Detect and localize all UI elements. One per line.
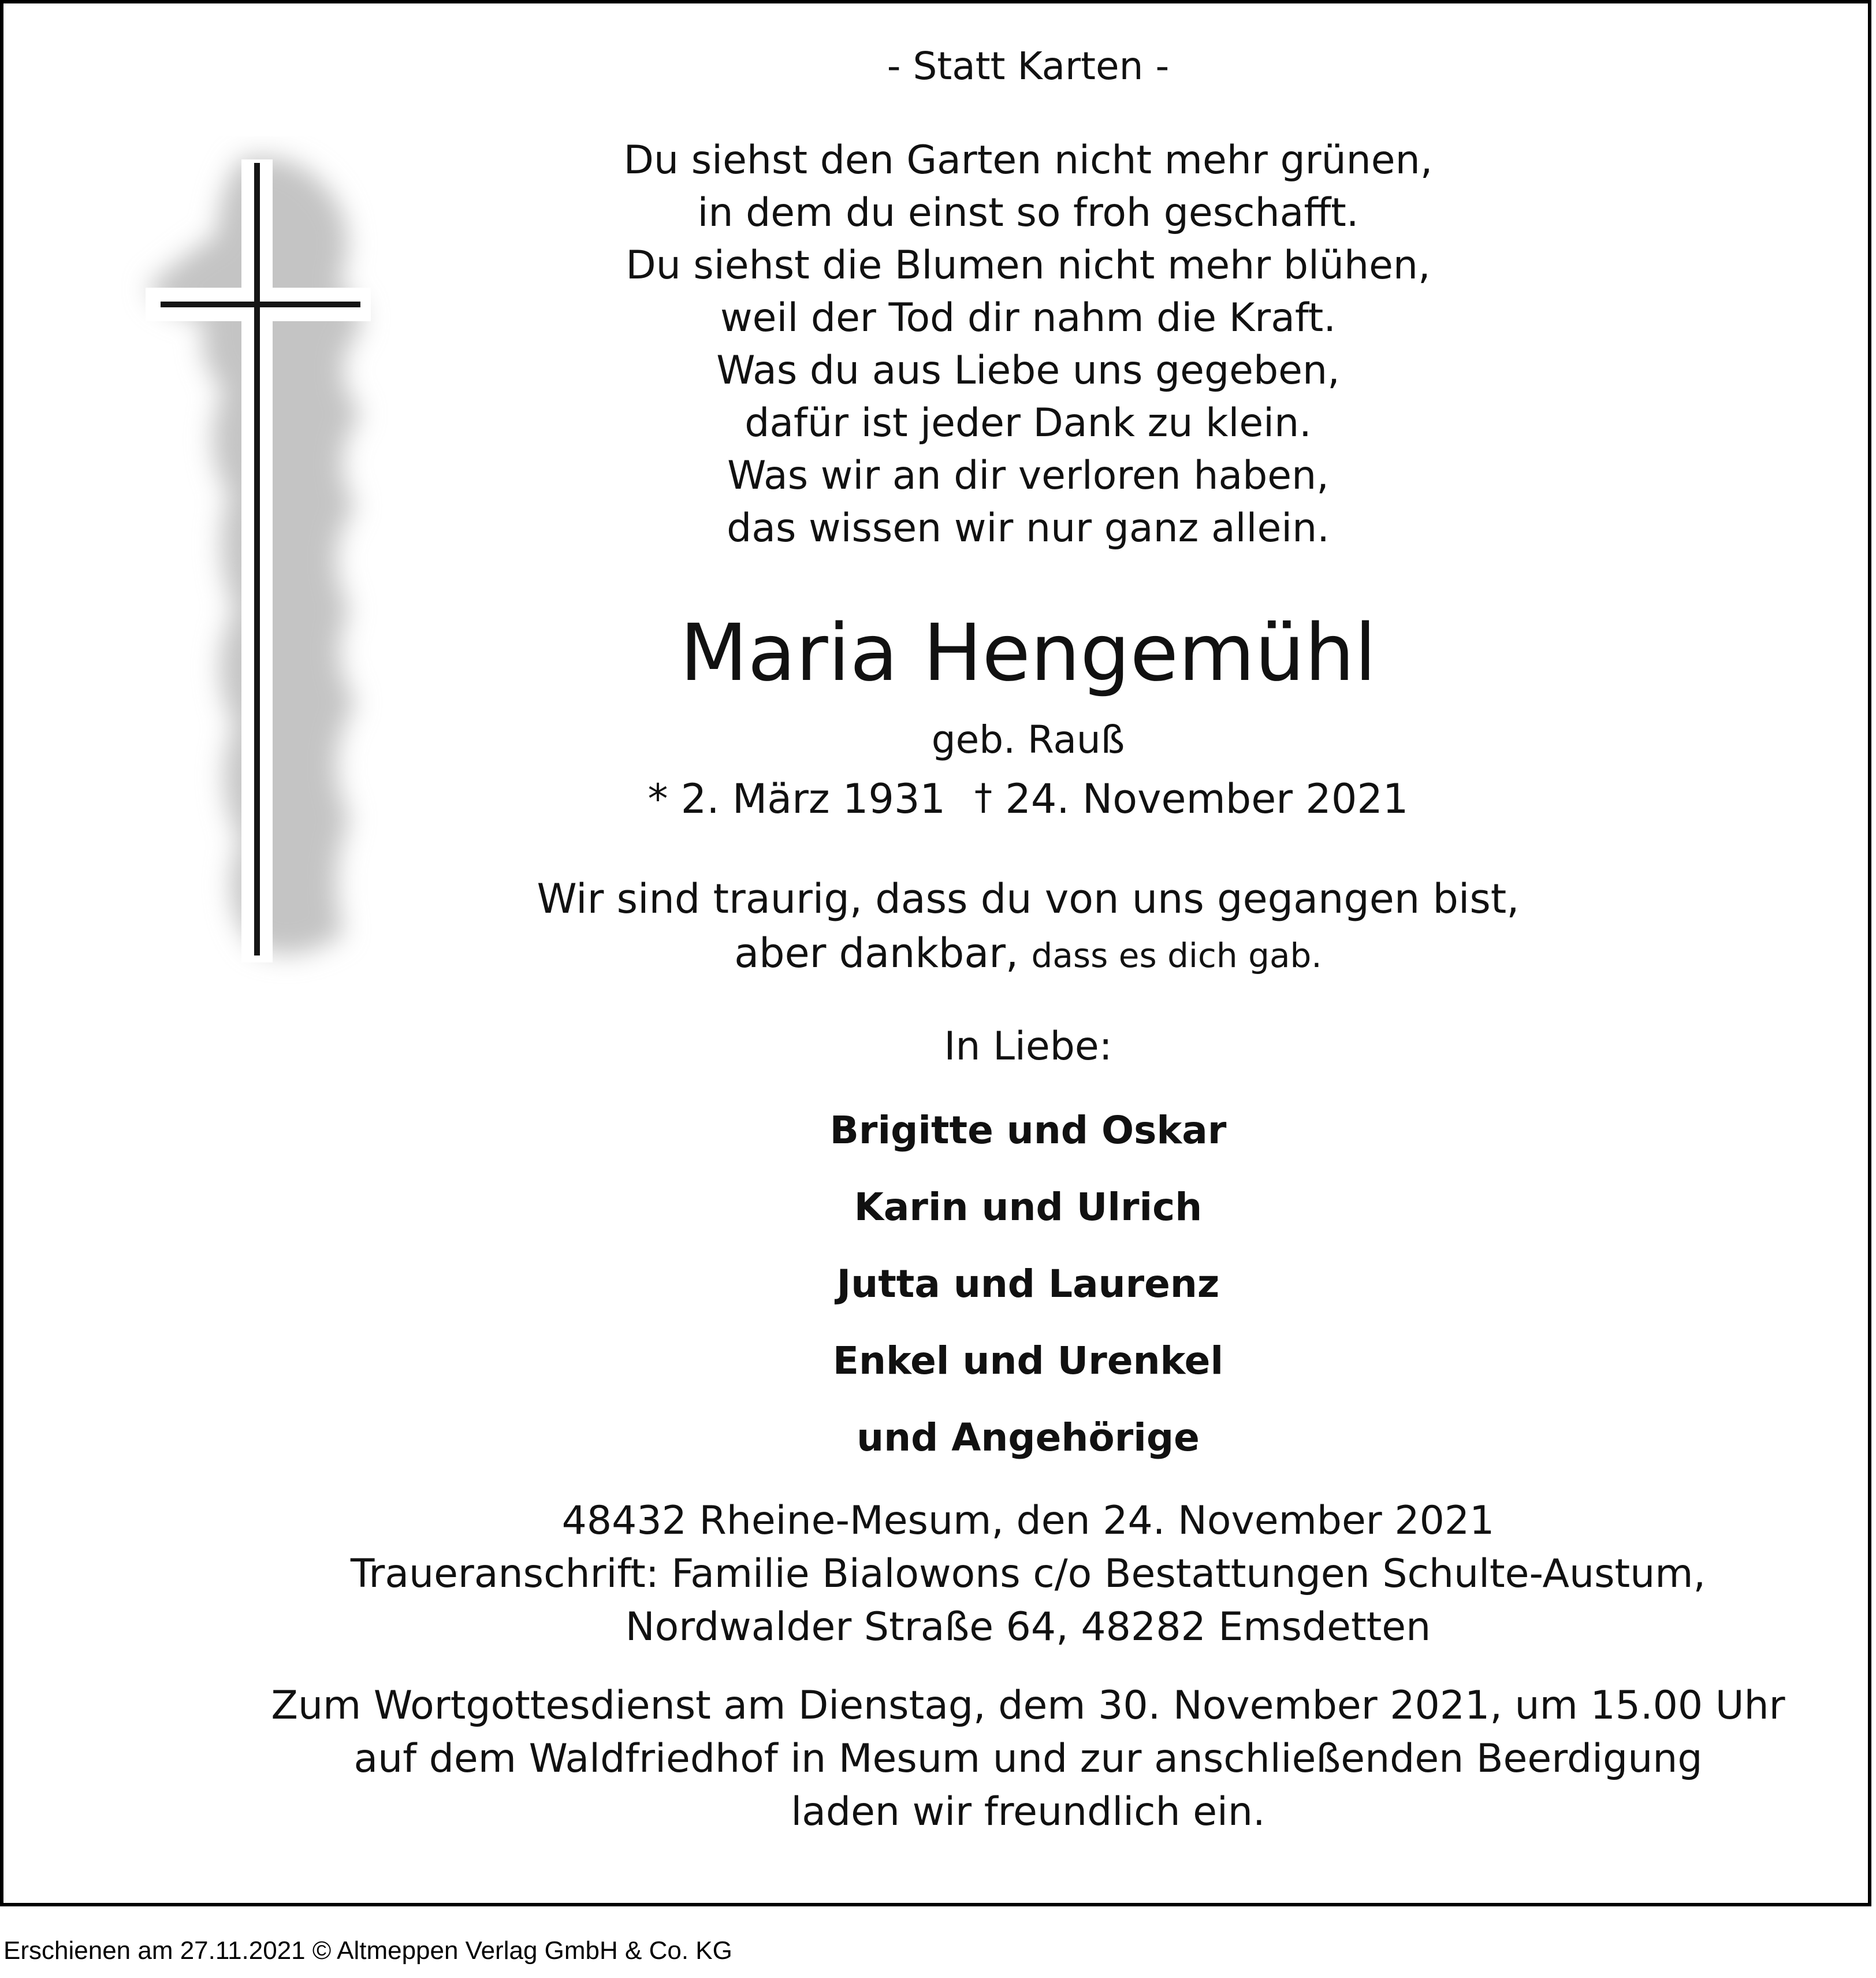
quote-line: Wir sind traurig, dass du von uns gegangen bist, [537,875,1520,923]
in-love-label: In Liebe: [944,1024,1112,1069]
poem [188,134,1868,555]
maiden-name: geb. Rauß [931,717,1125,762]
family-member: Karin und Ulrich [854,1185,1203,1229]
family-member: Jutta und Laurenz [836,1262,1220,1306]
family-member: und Angehörige [857,1415,1200,1460]
poem-line: das wissen wir nur ganz allein. [727,505,1330,551]
address-line: Nordwalder Straße 64, 48282 Emsdetten [625,1604,1431,1650]
mourning-address [188,1494,1868,1654]
quote-line-main: aber dankbar, [734,929,1019,977]
service-line: auf dem Waldfriedhof in Mesum und zur anschließenden Beerdigung [353,1736,1703,1782]
address-line: Traueranschrift: Familie Bialowons c/o Bestattungen Schulte-Austum, [350,1551,1706,1597]
life-dates [188,775,1868,823]
dagger-icon: † [974,776,993,818]
publication-footer: Erschienen am 27.11.2021 © Altmeppen Verlag GmbH & Co. KG [3,1936,732,1965]
family-member: Enkel und Urenkel [832,1339,1224,1383]
poem-line: weil der Tod dir nahm die Kraft. [720,295,1336,341]
service-line: Zum Wortgottesdienst am Dienstag, dem 30. November 2021, um 15.00 Uhr [271,1683,1785,1728]
service-info [188,1679,1868,1839]
family-list [188,1092,1868,1476]
family-member: Brigitte und Oskar [829,1108,1227,1152]
poem-line: Du siehst die Blumen nicht mehr blühen, [626,243,1431,288]
quote-line-small: dass es dich gab. [1031,936,1322,975]
poem-line: dafür ist jeder Dank zu klein. [745,400,1312,446]
poem-line: Was wir an dir verloren haben, [727,453,1329,499]
death-date: 24. November 2021 [1005,775,1409,823]
quote [188,872,1868,983]
deceased-name: Maria Hengemühl [680,608,1376,699]
poem-line: Was du aus Liebe uns gegeben, [716,348,1340,393]
poem-line: in dem du einst so froh geschafft. [697,190,1359,236]
pre-title: - Statt Karten - [887,44,1170,88]
birth-date: * 2. März 1931 [647,775,946,823]
service-line: laden wir freundlich ein. [791,1789,1265,1835]
address-line: 48432 Rheine-Mesum, den 24. November 2021 [561,1498,1495,1544]
poem-line: Du siehst den Garten nicht mehr grünen, [623,137,1433,183]
